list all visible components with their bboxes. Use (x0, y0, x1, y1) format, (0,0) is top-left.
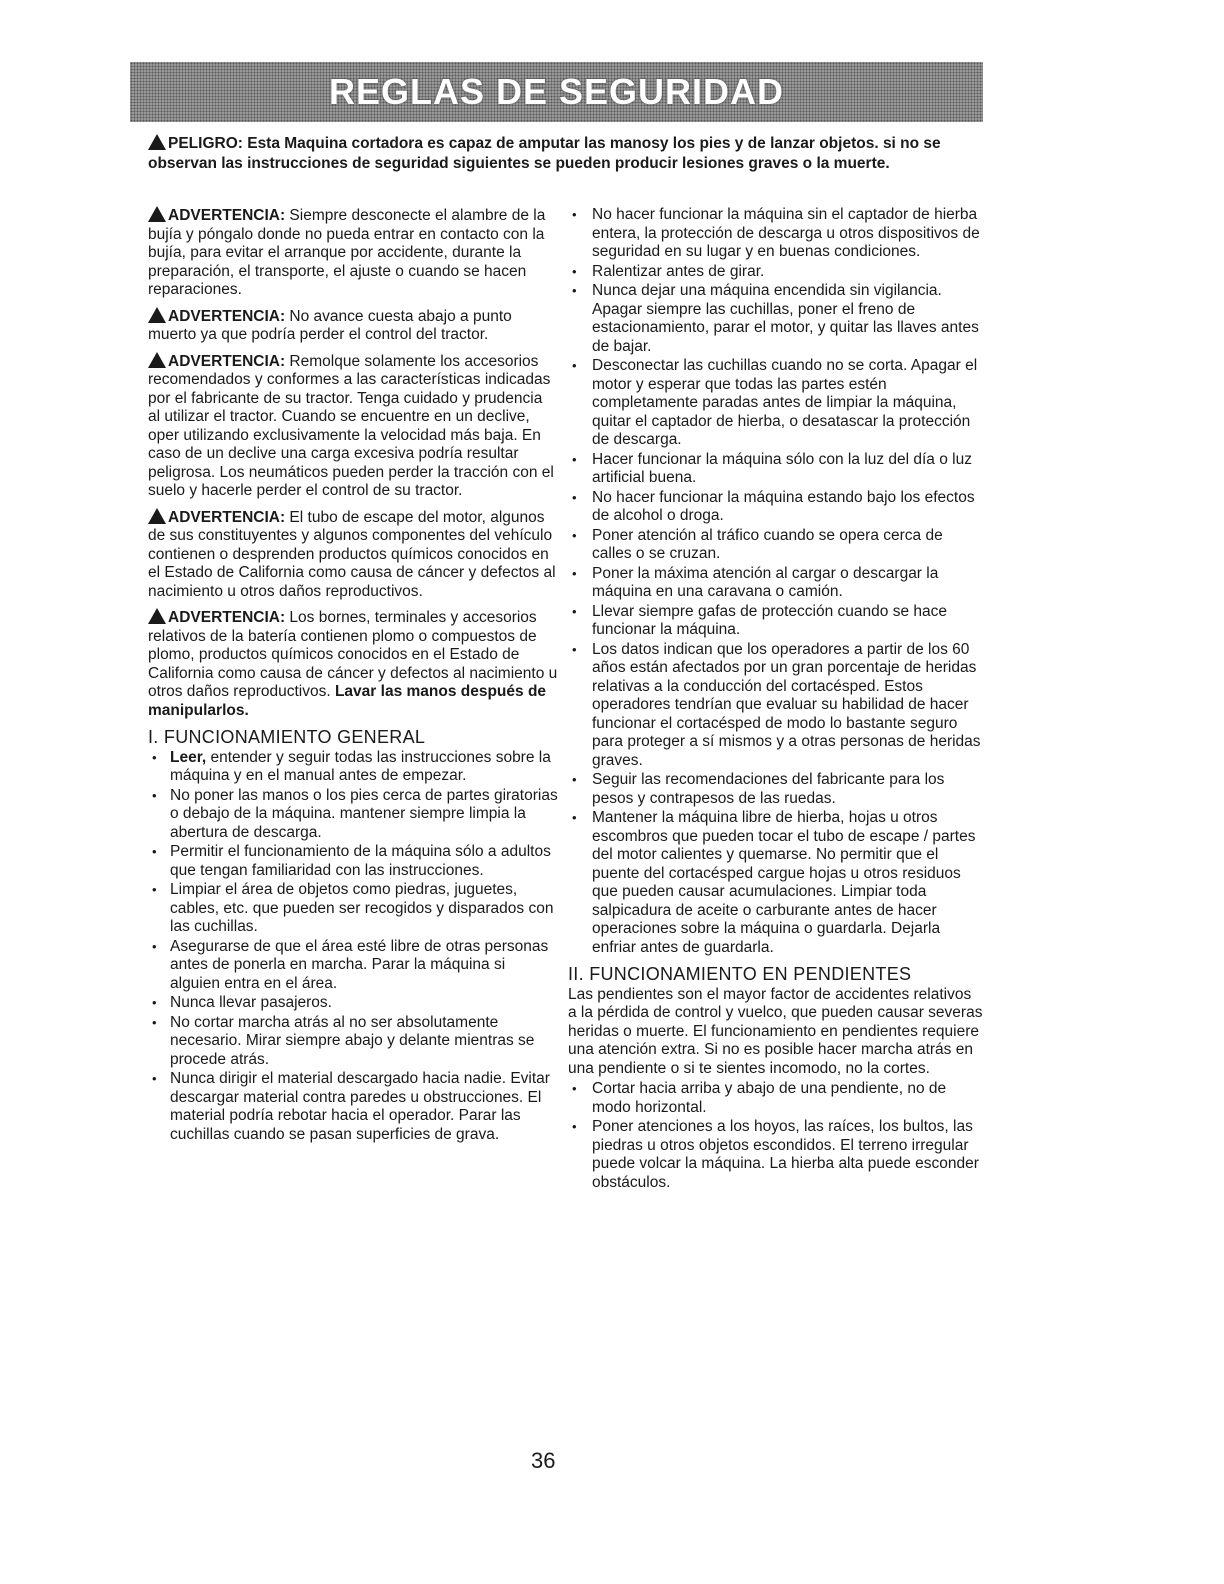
warning-bold-tail: Lavar las manos después de manipularlos. (148, 683, 547, 719)
list-item: • Hacer funcionar la máquina sólo con la luz del día o luz artificial buena. (568, 451, 984, 488)
danger-label: PELIGRO: (168, 135, 243, 152)
warning-triangle-icon (148, 508, 166, 524)
list-item: • Los datos indican que los operadores a partir de los 60 años están afectados por un gran porcentaje de heridas relativas a la conducción del cortacésped. Estos operadores tendrían que evaluar su habilidad de hacer funcionar el cortacésped de modo lo bastante seguro para proteger a sí mismos y a otras personas de heridas graves. (568, 641, 984, 771)
warning-triangle-icon (148, 608, 166, 624)
list-item: • No poner las manos o los pies cerca de partes giratorias o debajo de la máquina. mantener siempre limpia la abertura de descarga. (148, 787, 558, 843)
list-item: • Seguir las recomendaciones del fabricante para los pesos y contrapesos de las ruedas. (568, 771, 984, 808)
warning-1 (148, 206, 558, 300)
section-2-list (568, 1080, 984, 1192)
list-item: • Nunca llevar pasajeros. (148, 994, 558, 1013)
list-item: • Limpiar el área de objetos como piedras, juguetes, cables, etc. que pueden ser recogidos y disparados con las cuchillas. (148, 881, 558, 937)
section-1-list (148, 749, 558, 1145)
list-item: • Desconectar las cuchillas cuando no se corta. Apagar el motor y esperar que todas las partes estén completamente paradas antes de limpiar la máquina, quitar el captador de hierba, o desatascar la protección de descarga. (568, 357, 984, 450)
warning-text: No avance cuesta abajo a punto muerto ya que podría perder el control del tractor. (148, 307, 512, 343)
warning-triangle-icon (148, 206, 166, 222)
warning-3 (148, 352, 558, 501)
section-2-title: II. FUNCIONAMIENTO EN PENDIENTES (568, 964, 912, 984)
right-column (568, 206, 984, 1193)
list-item: • Nunca dejar una máquina encendida sin vigilancia. Apagar siempre las cuchillas, poner el freno de estacionamiento, parar el motor, y quitar las llaves antes de bajar. (568, 282, 984, 356)
page-number: 36 (531, 1448, 556, 1473)
list-item: • Poner la máxima atención al cargar o descargar la máquina en una caravana o camión. (568, 565, 984, 602)
danger-text: Esta Maquina cortadora es capaz de amputar las manosy los pies y de lanzar objetos. si no se observan las instrucciones de seguridad siguientes se pueden producir lesiones graves o la muerte. (148, 135, 941, 172)
warning-text: Remolque solamente los accesorios recomendados y conformes a las características indicadas por el fabricante de su tractor. Tenga cuidado y prudencia al utilizar el tractor. Cuando se encuentre en un declive, oper utilizando exclusivamente la velocidad más baja. En caso de un declive una carga excesiva podría resultar peligrosa. Los neumáticos pueden perder la tracción con el suelo y hacerle perder el control de su tractor. (148, 352, 554, 499)
section-banner (130, 62, 983, 122)
warning-text: Los bornes, terminales y accesorios relativos de la batería contienen plomo o compuestos de plomo, productos químicos conocidos en el Estado de California como causa de cáncer y defectos al nacimiento u otros daños reproductivos. (148, 609, 558, 700)
left-column (148, 206, 558, 1145)
warning-triangle-icon (148, 134, 166, 150)
list-item: • Asegurarse de que el área esté libre de otras personas antes de ponerla en marcha. Parar la máquina si alguien entra en el área. (148, 938, 558, 994)
list-item: • Poner atención al tráfico cuando se opera cerca de calles o se cruzan. (568, 527, 984, 564)
warning-label: ADVERTENCIA: (168, 609, 286, 626)
warning-label: ADVERTENCIA: (168, 508, 286, 526)
list-item: • Nunca dirigir el material descargado hacia nadie. Evitar descargar material contra paredes u obstrucciones. El material podría rebotar hacia el operador. Parar las cuchillas cuando se pasan superficies de grava. (148, 1070, 558, 1144)
list-item: • Mantener la máquina libre de hierba, hojas u otros escombros que pueden tocar el tubo de escape / partes del motor calientes y quemarse. No permitir que el puente del cortacésped cargue hojas u otros residuos que pueden causar acumulaciones. Limpiar toda salpicadura de aceite o carburante antes de hacer operaciones sobre la máquina o guardarla. Dejarla enfriar antes de guardarla. (568, 809, 984, 957)
list-item: • No cortar marcha atrás al no ser absolutamente necesario. Mirar siempre abajo y delante mientras se procede atrás. (148, 1014, 558, 1070)
list-item: • Permitir el funcionamiento de la máquina sólo a adultos que tengan familiaridad con las instrucciones. (148, 843, 558, 880)
warning-label: ADVERTENCIA: (168, 207, 286, 224)
list-item: • Llevar siempre gafas de protección cuando se hace funcionar la máquina. (568, 603, 984, 640)
warning-triangle-icon (148, 352, 166, 368)
list-item: • Poner atenciones a los hoyos, las raíces, los bultos, las piedras u otros objetos escondidos. El terreno irregular puede volcar la máquina. La hierba alta puede esconder obstáculos. (568, 1118, 984, 1192)
section-1-title: I. FUNCIONAMIENTO GENERAL (148, 727, 426, 747)
page-title: REGLAS DE SEGURIDAD (328, 71, 785, 112)
list-item: • Ralentizar antes de girar. (568, 263, 984, 282)
warning-triangle-icon (148, 307, 166, 323)
list-item-text: entender y seguir todas las instrucciones sobre la máquina y en el manual antes de empezar. (170, 748, 551, 784)
list-item: • No hacer funcionar la máquina sin el captador de hierba entera, la protección de descarga u otros dispositivos de seguridad en su lugar y en buenas condiciones. (568, 206, 984, 262)
danger-notice (148, 134, 978, 174)
list-item: • No hacer funcionar la máquina estando bajo los efectos de alcohol o droga. (568, 489, 984, 526)
warning-text: Siempre desconecte el alambre de la bujía y póngalo donde no pueda entrar en contacto con la bujía, para evitar el arranque por accidente, durante la preparación, el transporte, el ajuste o cuando se hacen reparaciones. (148, 207, 546, 298)
warning-text: El tubo de escape del motor, algunos de sus constituyentes y algunos componentes del vehículo contienen o desprenden productos químicos conocidos en el Estado de California como causa de cáncer y defectos al nacimiento u otros daños reproductivos. (148, 508, 556, 600)
warning-5 (148, 608, 558, 720)
list-item: • Cortar hacia arriba y abajo de una pendiente, no de modo horizontal. (568, 1080, 984, 1117)
warning-label: ADVERTENCIA: (168, 352, 286, 370)
section-2-intro: Las pendientes son el mayor factor de accidentes relativos a la pérdida de control y vuelco, que pueden causar severas heridas o muerte. El funcionamiento en pendientes requiere una atención extra. Si no es posible hacer marcha atrás en una pendiente o si te sientes incomodo, no la cortes. (568, 985, 983, 1077)
section-1-list-continued (568, 206, 984, 957)
warning-4 (148, 508, 558, 602)
warning-label: ADVERTENCIA: (168, 307, 286, 325)
list-item-bold: Leer, (170, 748, 207, 766)
list-item (148, 749, 558, 786)
warning-2 (148, 307, 558, 345)
